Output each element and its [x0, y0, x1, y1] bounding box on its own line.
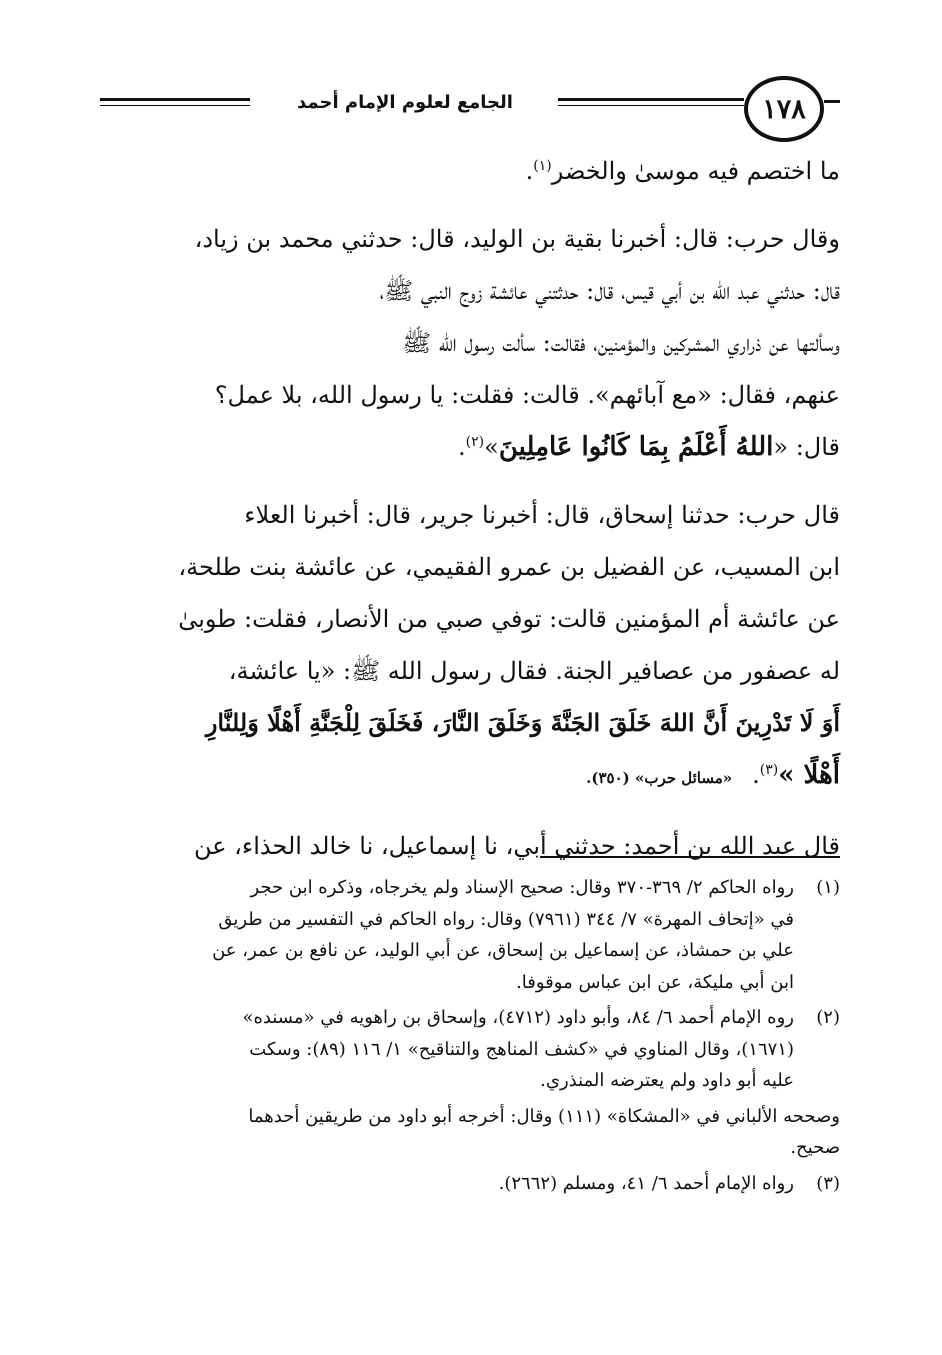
- footnote-number: (٣): [816, 1172, 840, 1194]
- footnote-2: [105, 1002, 840, 1097]
- running-title: الجامع لعلوم الإمام أحمد: [297, 92, 513, 113]
- text-line: قال حرب: حدثنا إسحاق، قال: أخبرنا جرير، قال: أخبرنا العلاء: [244, 501, 840, 529]
- footnote-line: رواه الإمام أحمد ٦/ ٤١، ومسلم (٢٦٦٢).: [498, 1172, 794, 1194]
- footnote-line: ابن أبي مليكة، عن ابن عباس موقوفا.: [516, 971, 794, 993]
- footnote-ref-3: (٣): [759, 762, 779, 778]
- footnote-line: رواه الحاكم ٢/ ٣٦٩-٣٧٠ وقال: صحيح الإسناد ولم يخرجاه، وذكره ابن حجر: [250, 877, 794, 898]
- header-rule-middle-top: [558, 98, 744, 101]
- text-line: له عصفور من عصافير الجنة. فقال رسول الله ﷺ: «يا عائشة،: [228, 657, 840, 685]
- footnote-line: في «إتحاف المهرة» ٧/ ٣٤٤ (٧٩٦١) وقال: رواه الحاكم في التفسير من طريق: [218, 908, 794, 930]
- footnote-number: (٢): [816, 1007, 840, 1028]
- header-rule-left-top: [100, 98, 250, 101]
- text-line: عنهم، فقال: «مع آبائهم». قالت: فقلت: يا رسول الله، بلا عمل؟: [214, 381, 840, 409]
- header-rule-right: [824, 100, 840, 103]
- footnote-line: وصححه الألباني في «المشكاة» (١١١) وقال: أخرجه أبو داود من طريقين أحدهما: [248, 1105, 840, 1127]
- text-line: قال عبد الله بن أحمد: حدثني أبي، نا إسماعيل، نا خالد الحذاء، عن: [193, 832, 840, 860]
- text-line: عن عائشة أم المؤمنين قالت: توفي صبي من الأنصار، فقلت: طوبىٰ: [178, 605, 840, 633]
- footnote-3: [105, 1168, 840, 1200]
- paragraph-1: [105, 145, 840, 197]
- text-line: وسألتها عن ذراري المشركين والمؤمنين، فقالت: سألت رسول الله ﷺ: [402, 329, 840, 357]
- text-line: وقال حرب: قال: أخبرنا بقية بن الوليد، قال: حدثني محمد بن زياد،: [194, 225, 840, 253]
- paragraph-2: [105, 213, 840, 473]
- footnote-line: عليه أبو داود ولم يعترضه المنذري.: [540, 1070, 794, 1091]
- text-line: قال: حدثني عبد الله بن أبي قيس، قال: حدثتني عائشة زوج النبي ﷺ،: [379, 277, 840, 305]
- footnote-number: (١): [816, 877, 840, 898]
- header-rule-middle-bottom: [558, 105, 744, 106]
- page-header: [100, 70, 840, 140]
- footnotes: [105, 872, 840, 1203]
- footnote-line: روه الإمام أحمد ٦/ ٨٤، وأبو داود (٤٧١٢)، وإسحاق بن راهويه في «مسنده»: [242, 1007, 794, 1028]
- text-line: أَهْلًا »$^{(٣)}$.«مسائل حرب» (٣٥٠).: [586, 760, 840, 790]
- page-number: ١٧٨: [744, 76, 824, 142]
- footnote-line: علي بن حمشاذ، عن إسماعيل بن إسحاق، عن أبي الوليد، عن نافع بن عمر، عن: [212, 940, 794, 961]
- text-line: ابن المسيب، عن الفضيل بن عمرو الفقيمي، عن عائشة بنت طلحة،: [178, 553, 840, 581]
- footnote-ref-2: (٢): [465, 434, 485, 450]
- footnote-2-continued: [105, 1101, 840, 1164]
- text-line: قال: «اللهُ أَعْلَمُ بِمَا كَانُوا عَامِلِينَ»$^{(٢)}$.: [458, 432, 840, 462]
- quran-quote: اللهُ أَعْلَمُ بِمَا كَانُوا عَامِلِينَ: [498, 432, 774, 462]
- footnote-separator: [540, 856, 840, 858]
- footnote-line: صحيح.: [790, 1137, 840, 1158]
- header-rule-left-bottom: [100, 105, 250, 106]
- paragraph-4: [105, 820, 840, 872]
- footnote-1: [105, 872, 840, 998]
- footnote-line: (١٦٧١)، وقال المناوي في «كشف المناهج والتناقيح» ١/ ١١٦ (٨٩): وسكت: [249, 1038, 794, 1060]
- footnote-ref-1: (١): [533, 158, 552, 174]
- text-line: ما اختصم فيه موسىٰ والخضر$^{(١)}$.: [525, 157, 840, 185]
- main-text: [105, 145, 840, 872]
- paragraph-3: [105, 489, 840, 804]
- hadith-quote: أَوَ لَا تَدْرِينَ أَنَّ اللهَ خَلَقَ الجَنَّةَ وَخَلَقَ النَّارَ، فَخَلَقَ لِلْجَنَّةِ أَهْلًا وَلِلنَّارِ: [205, 708, 840, 737]
- source-reference: «مسائل حرب» (٣٥٠).: [586, 769, 733, 787]
